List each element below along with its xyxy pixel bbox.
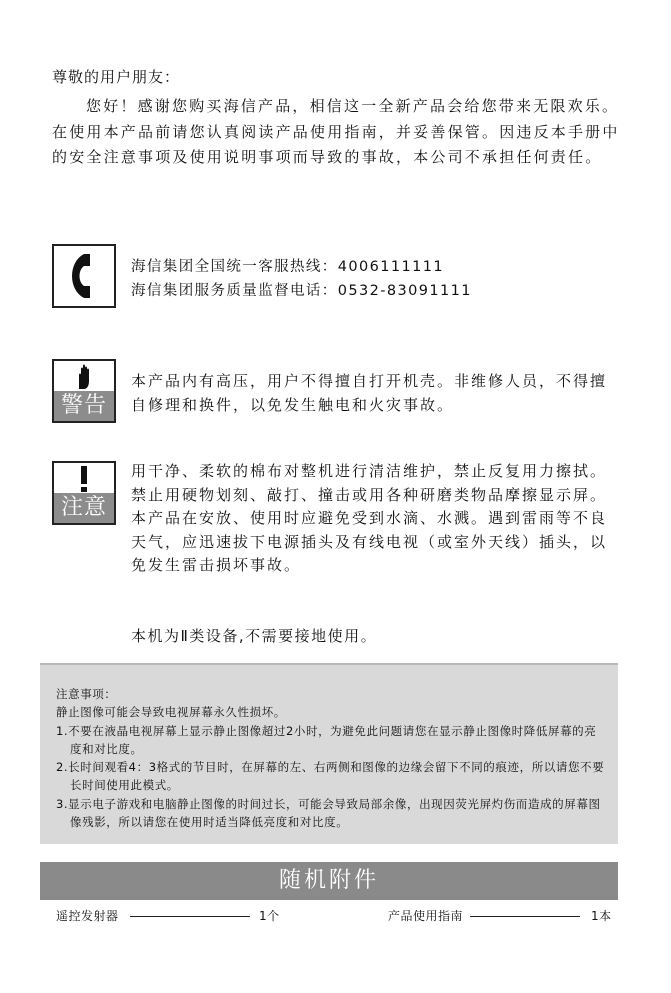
list-item: 3.显示电子游戏和电脑静止图像的时间过长，可能会导致局部余像，出现因荧光屏灼伤而造成的屏幕图像残影，所以请您在使用时适当降低亮度和对比度。 [56, 796, 601, 830]
leader-line [470, 916, 580, 917]
list-item: 1.不要在液晶电视屏幕上显示静止图像超过2小时，为避免此问题请您在显示静止图像时降低屏幕的亮度和对比度。 [56, 723, 597, 756]
accessory-qty: 1本 [591, 909, 612, 923]
accessory-qty: 1个 [259, 909, 280, 923]
warning-icon [52, 359, 116, 423]
leader-line [130, 916, 250, 917]
notes-subtitle: 静止图像可能会导致电视屏幕永久性损坏。 [56, 705, 286, 720]
greeting: 尊敬的用户朋友： [52, 68, 181, 86]
list-item: 2.长时间观看4：3格式的节目时，在屏幕的左、右两侧和图像的边缘会留下不同的痕迹，所以请您不要长时间使用此模式。 [56, 760, 605, 793]
warning-label: 警告 [54, 391, 114, 421]
notes-title: 注意事项： [56, 687, 117, 701]
hotline-service: 海信集团全国统一客服热线：4006111111 [131, 259, 444, 275]
intro-paragraph: 您好！感谢您购买海信产品，相信这一全新产品会给您带来无限欢乐。在使用本产品前请您认真阅读产品使用指南，并妥善保管。因违反本手册中的安全注意事项及使用说明事项而导致的事故，本公司不承担任何责任。 [52, 97, 620, 166]
accessory-name: 产品使用指南 [388, 909, 464, 923]
accessories-header: 随机附件 [40, 862, 618, 900]
hotline-block [131, 255, 472, 303]
notes-list [56, 722, 606, 832]
accessory-name: 遥控发射器 [56, 909, 119, 923]
caution-text [131, 460, 611, 578]
caution-water-thunder: 本产品在安放、使用时应避免受到水滴、水溅。遇到雷雨等不良天气，应迅速拔下电源插头及有线电视（或室外天线）插头，以免发生雷击损坏事故。 [131, 509, 608, 574]
notes-panel [40, 663, 618, 844]
caution-label: 注意 [54, 493, 114, 523]
hotline-supervision: 海信集团服务质量监督电话：0532-83091111 [131, 283, 472, 299]
class2-note: 本机为Ⅱ类设备,不需要接地使用。 [131, 627, 378, 645]
caution-icon [52, 461, 116, 525]
caution-cleaning: 用干净、柔软的棉布对整机进行清洁维护，禁止反复用力擦拭。禁止用硬物划刻、敲打、撞击或用各种研磨类物品摩擦显示屏。 [131, 462, 608, 504]
phone-icon [52, 244, 116, 308]
warning-text: 本产品内有高压，用户不得擅自打开机壳。非维修人员，不得擅自修理和换件，以免发生触电和火灾事故。 [131, 372, 608, 414]
